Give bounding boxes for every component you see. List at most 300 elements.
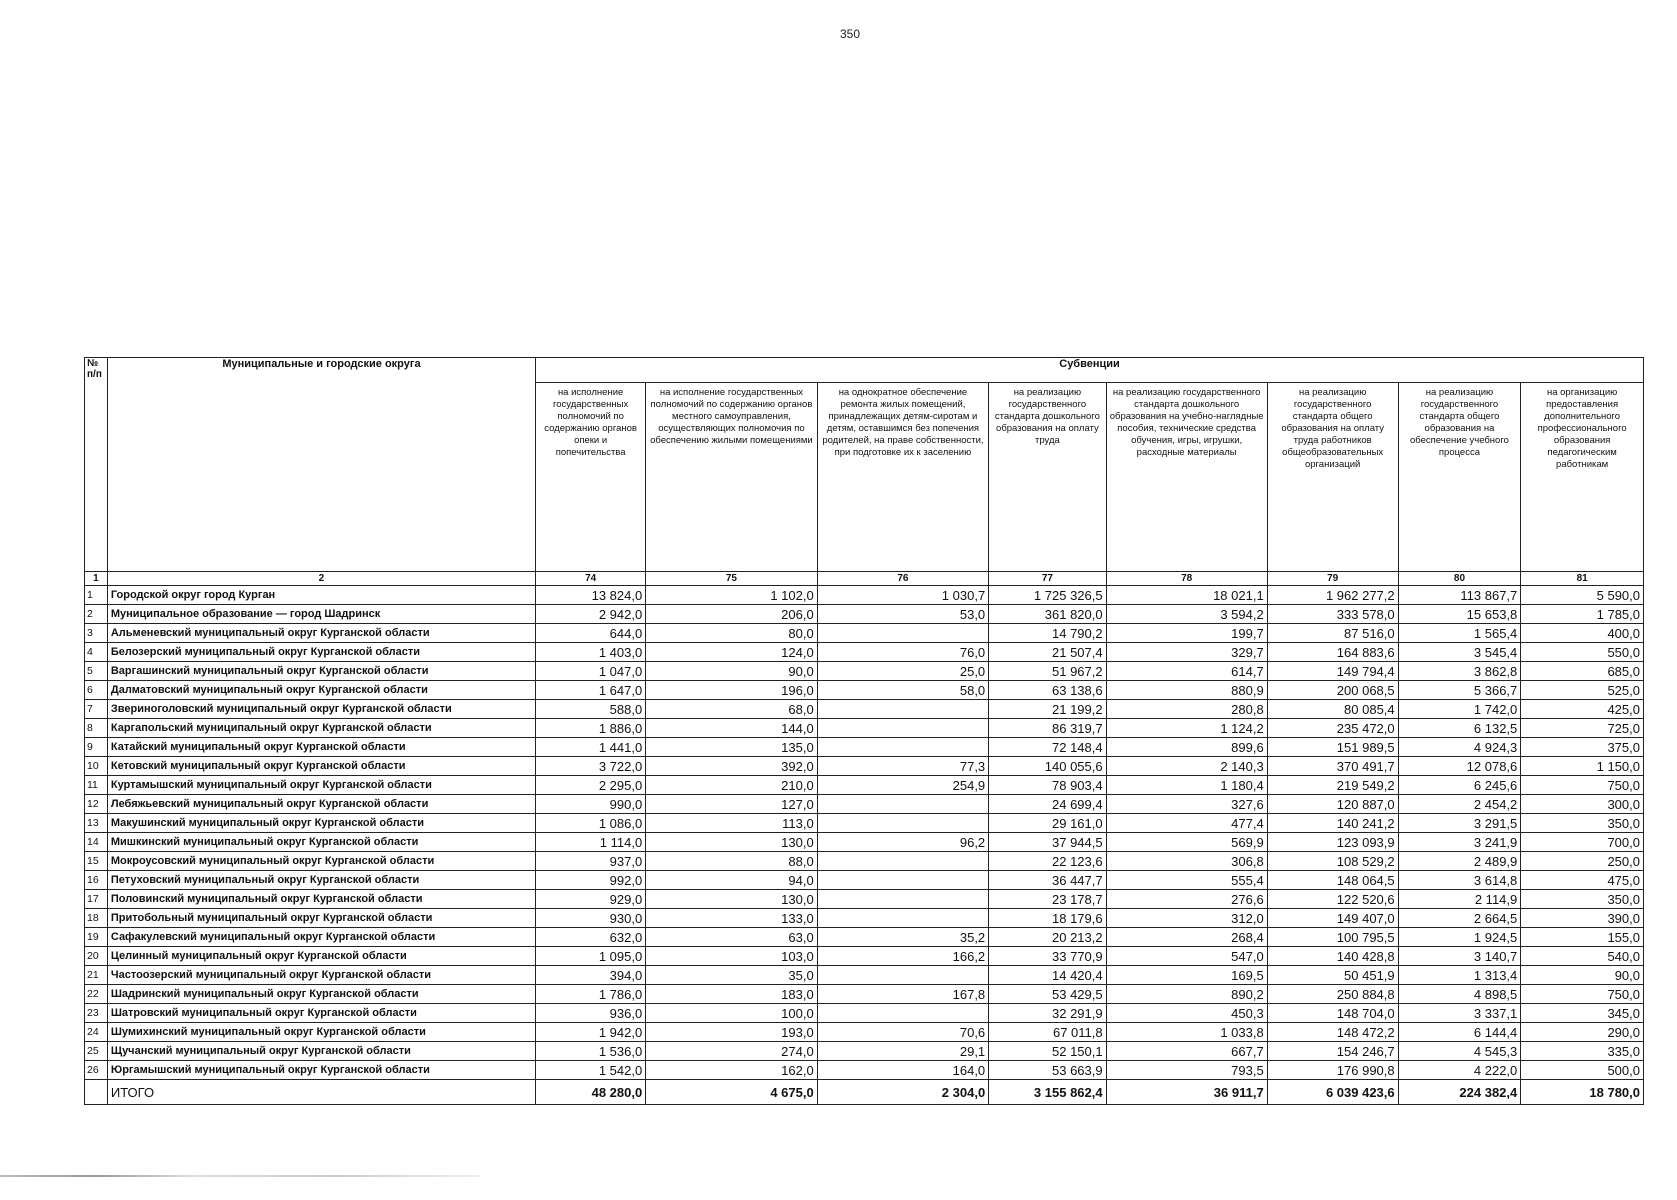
value-cell: 685,0 [1521,662,1644,681]
value-cell: 6 144,4 [1398,1023,1521,1042]
value-cell: 67 011,8 [989,1023,1106,1042]
value-cell: 929,0 [536,890,646,909]
value-cell: 23 178,7 [989,890,1106,909]
value-cell: 1 313,4 [1398,966,1521,985]
column-index: 2 [107,572,535,586]
value-cell: 254,9 [817,776,988,795]
municipality-name: Целинный муниципальный округ Курганской области [107,947,535,966]
value-cell: 29,1 [817,1042,988,1061]
value-cell [817,700,988,719]
value-cell: 113,0 [646,814,817,833]
value-cell: 130,0 [646,833,817,852]
value-cell: 144,0 [646,719,817,738]
value-cell: 5 366,7 [1398,681,1521,700]
value-cell: 390,0 [1521,909,1644,928]
total-value: 6 039 423,6 [1267,1080,1398,1105]
value-cell: 88,0 [646,852,817,871]
value-cell [817,966,988,985]
table-row [85,681,1644,700]
row-number: 3 [85,624,108,643]
municipality-name: Каргапольский муниципальный округ Курганской области [107,719,535,738]
value-cell: 87 516,0 [1267,624,1398,643]
column-index: 78 [1106,572,1267,586]
table-row [85,586,1644,605]
value-cell: 750,0 [1521,985,1644,1004]
table-row [85,1023,1644,1042]
municipality-name: Кетовский муниципальный округ Курганской области [107,757,535,776]
value-cell: 80 085,4 [1267,700,1398,719]
table-body [85,586,1644,1080]
value-cell: 2 942,0 [536,605,646,624]
value-cell: 70,6 [817,1023,988,1042]
row-number: 10 [85,757,108,776]
value-cell: 25,0 [817,662,988,681]
row-number: 7 [85,700,108,719]
value-cell: 22 123,6 [989,852,1106,871]
value-cell: 72 148,4 [989,738,1106,757]
row-number: 8 [85,719,108,738]
table-row [85,605,1644,624]
row-number: 15 [85,852,108,871]
value-cell: 1 924,5 [1398,928,1521,947]
value-cell: 525,0 [1521,681,1644,700]
value-cell: 2 295,0 [536,776,646,795]
row-number: 20 [85,947,108,966]
table-row [85,928,1644,947]
value-cell: 80,0 [646,624,817,643]
value-cell: 588,0 [536,700,646,719]
table-row [85,1061,1644,1080]
value-cell: 3 722,0 [536,757,646,776]
value-cell: 3 291,5 [1398,814,1521,833]
row-number: 14 [85,833,108,852]
value-cell: 667,7 [1106,1042,1267,1061]
value-cell: 477,4 [1106,814,1267,833]
column-index: 74 [536,572,646,586]
value-cell: 32 291,9 [989,1004,1106,1023]
value-cell: 2 140,3 [1106,757,1267,776]
value-cell: 53 663,9 [989,1061,1106,1080]
value-cell: 3 614,8 [1398,871,1521,890]
value-cell: 51 967,2 [989,662,1106,681]
row-number: 1 [85,586,108,605]
value-cell: 169,5 [1106,966,1267,985]
municipality-name: Варгашинский муниципальный округ Курганской области [107,662,535,681]
row-number: 2 [85,605,108,624]
municipality-name: Макушинский муниципальный округ Курганской области [107,814,535,833]
value-cell: 18 179,6 [989,909,1106,928]
column-index: 80 [1398,572,1521,586]
scan-artifact-line [0,1175,480,1177]
value-cell: 166,2 [817,947,988,966]
value-cell: 540,0 [1521,947,1644,966]
value-cell: 200 068,5 [1267,681,1398,700]
value-cell: 235 472,0 [1267,719,1398,738]
value-cell: 3 594,2 [1106,605,1267,624]
value-cell: 569,9 [1106,833,1267,852]
value-cell: 2 664,5 [1398,909,1521,928]
value-cell: 103,0 [646,947,817,966]
value-cell: 108 529,2 [1267,852,1398,871]
value-cell: 1 030,7 [817,586,988,605]
value-cell: 425,0 [1521,700,1644,719]
value-cell [817,814,988,833]
value-cell: 50 451,9 [1267,966,1398,985]
value-cell: 33 770,9 [989,947,1106,966]
total-value: 3 155 862,4 [989,1080,1106,1105]
value-cell: 361 820,0 [989,605,1106,624]
value-cell: 1 536,0 [536,1042,646,1061]
value-cell: 120 887,0 [1267,795,1398,814]
value-cell: 992,0 [536,871,646,890]
row-number: 6 [85,681,108,700]
table-row [85,890,1644,909]
value-cell: 555,4 [1106,871,1267,890]
value-cell: 899,6 [1106,738,1267,757]
value-cell [817,852,988,871]
total-value: 48 280,0 [536,1080,646,1105]
value-cell: 3 337,1 [1398,1004,1521,1023]
value-cell: 1 403,0 [536,643,646,662]
value-cell: 1 102,0 [646,586,817,605]
value-cell: 750,0 [1521,776,1644,795]
value-cell: 345,0 [1521,1004,1644,1023]
total-value: 4 675,0 [646,1080,817,1105]
value-cell: 100,0 [646,1004,817,1023]
row-number: 24 [85,1023,108,1042]
value-cell: 400,0 [1521,624,1644,643]
table-row [85,985,1644,1004]
value-cell: 148 064,5 [1267,871,1398,890]
row-number: 9 [85,738,108,757]
table-header [85,358,1644,586]
value-cell: 700,0 [1521,833,1644,852]
value-cell: 219 549,2 [1267,776,1398,795]
table-row [85,662,1644,681]
column-index: 79 [1267,572,1398,586]
row-number: 11 [85,776,108,795]
value-cell: 1 095,0 [536,947,646,966]
value-cell: 18 021,1 [1106,586,1267,605]
municipality-name: Половинский муниципальный округ Курганской области [107,890,535,909]
municipality-name: Шадринский муниципальный округ Курганской области [107,985,535,1004]
header-col-78: на реализацию государственного стандарта дошкольного образования на учебно-наглядные пособия, технические средства обучения, игры, игрушки, расходные материалы [1106,383,1267,572]
value-cell: 14 790,2 [989,624,1106,643]
value-cell: 1 441,0 [536,738,646,757]
municipality-name: Шумихинский муниципальный округ Курганской области [107,1023,535,1042]
value-cell: 167,8 [817,985,988,1004]
municipality-name: Лебяжьевский муниципальный округ Курганской области [107,795,535,814]
value-cell: 5 590,0 [1521,586,1644,605]
header-col-75: на исполнение государственных полномочий по содержанию органов местного самоуправления, осуществляющих полномочия по обеспечению жилыми помещениями [646,383,817,572]
value-cell: 196,0 [646,681,817,700]
value-cell: 1 886,0 [536,719,646,738]
value-cell: 268,4 [1106,928,1267,947]
row-number: 25 [85,1042,108,1061]
table-row [85,700,1644,719]
total-value: 18 780,0 [1521,1080,1644,1105]
municipality-name: Мокроусовский муниципальный округ Курганской области [107,852,535,871]
table-row [85,624,1644,643]
municipality-name: Щучанский муниципальный округ Курганской области [107,1042,535,1061]
value-cell: 155,0 [1521,928,1644,947]
value-cell: 327,6 [1106,795,1267,814]
value-cell [817,1004,988,1023]
value-cell: 312,0 [1106,909,1267,928]
value-cell: 122 520,6 [1267,890,1398,909]
value-cell: 2 454,2 [1398,795,1521,814]
municipality-name: Куртамышский муниципальный округ Курганской области [107,776,535,795]
value-cell: 76,0 [817,643,988,662]
value-cell: 37 944,5 [989,833,1106,852]
value-cell: 53 429,5 [989,985,1106,1004]
value-cell: 1 962 277,2 [1267,586,1398,605]
header-municipality: Муниципальные и городские округа [107,358,535,572]
municipality-name: Звериноголовский муниципальный округ Курганской области [107,700,535,719]
value-cell: 4 545,3 [1398,1042,1521,1061]
value-cell: 375,0 [1521,738,1644,757]
municipality-name: Петуховский муниципальный округ Курганской области [107,871,535,890]
table-row [85,814,1644,833]
value-cell: 176 990,8 [1267,1061,1398,1080]
value-cell: 210,0 [646,776,817,795]
value-cell: 350,0 [1521,814,1644,833]
table-row [85,776,1644,795]
table-row [85,719,1644,738]
row-number: 16 [85,871,108,890]
value-cell: 614,7 [1106,662,1267,681]
value-cell: 632,0 [536,928,646,947]
value-cell: 35,2 [817,928,988,947]
value-cell: 1 086,0 [536,814,646,833]
value-cell: 392,0 [646,757,817,776]
value-cell: 6 245,6 [1398,776,1521,795]
value-cell: 4 898,5 [1398,985,1521,1004]
column-index: 81 [1521,572,1644,586]
value-cell: 14 420,4 [989,966,1106,985]
value-cell: 6 132,5 [1398,719,1521,738]
value-cell: 1 180,4 [1106,776,1267,795]
value-cell [817,871,988,890]
value-cell: 1 647,0 [536,681,646,700]
value-cell: 329,7 [1106,643,1267,662]
value-cell: 183,0 [646,985,817,1004]
value-cell: 3 545,4 [1398,643,1521,662]
value-cell: 335,0 [1521,1042,1644,1061]
total-value: 36 911,7 [1106,1080,1267,1105]
value-cell: 135,0 [646,738,817,757]
column-index: 76 [817,572,988,586]
row-number: 23 [85,1004,108,1023]
total-value: 224 382,4 [1398,1080,1521,1105]
table-footer [85,1080,1644,1105]
row-number: 12 [85,795,108,814]
municipality-name: Далматовский муниципальный округ Курганской области [107,681,535,700]
municipality-name: Притобольный муниципальный округ Курганской области [107,909,535,928]
value-cell: 990,0 [536,795,646,814]
total-row [85,1080,1644,1105]
value-cell: 15 653,8 [1398,605,1521,624]
value-cell: 90,0 [646,662,817,681]
municipality-name: Катайский муниципальный округ Курганской области [107,738,535,757]
value-cell: 94,0 [646,871,817,890]
municipality-name: Шатровский муниципальный округ Курганской области [107,1004,535,1023]
value-cell: 3 241,9 [1398,833,1521,852]
header-col-76: на однократное обеспечение ремонта жилых помещений, принадлежащих детям-сиротам и детям, оставшимся без попечения родителей, на праве собственности, при подготовке их к заселению [817,383,988,572]
value-cell: 113 867,7 [1398,586,1521,605]
value-cell: 130,0 [646,890,817,909]
value-cell: 12 078,6 [1398,757,1521,776]
value-cell: 148 704,0 [1267,1004,1398,1023]
value-cell: 63 138,6 [989,681,1106,700]
value-cell: 725,0 [1521,719,1644,738]
column-index: 1 [85,572,108,586]
municipality-name: Юргамышский муниципальный округ Курганской области [107,1061,535,1080]
value-cell: 140 055,6 [989,757,1106,776]
value-cell: 63,0 [646,928,817,947]
column-index: 77 [989,572,1106,586]
value-cell: 148 472,2 [1267,1023,1398,1042]
column-index: 75 [646,572,817,586]
subventions-table-container [84,357,1644,1105]
value-cell: 450,3 [1106,1004,1267,1023]
value-cell: 149 794,4 [1267,662,1398,681]
municipality-name: Альменевский муниципальный округ Курганской области [107,624,535,643]
header-col-77: на реализацию государственного стандарта дошкольного образования на оплату труда [989,383,1106,572]
row-number: 13 [85,814,108,833]
row-number: 4 [85,643,108,662]
column-index-row [85,572,1644,586]
municipality-name: Городской округ город Курган [107,586,535,605]
value-cell: 644,0 [536,624,646,643]
value-cell: 1 942,0 [536,1023,646,1042]
value-cell: 2 114,9 [1398,890,1521,909]
value-cell: 4 222,0 [1398,1061,1521,1080]
value-cell: 280,8 [1106,700,1267,719]
table-row [85,871,1644,890]
row-number: 17 [85,890,108,909]
value-cell: 1 047,0 [536,662,646,681]
value-cell: 2 489,9 [1398,852,1521,871]
value-cell: 4 924,3 [1398,738,1521,757]
value-cell: 164,0 [817,1061,988,1080]
value-cell: 1 033,8 [1106,1023,1267,1042]
value-cell: 100 795,5 [1267,928,1398,947]
value-cell: 3 862,8 [1398,662,1521,681]
value-cell: 77,3 [817,757,988,776]
value-cell: 140 428,8 [1267,947,1398,966]
table-row [85,757,1644,776]
value-cell: 936,0 [536,1004,646,1023]
value-cell: 1 542,0 [536,1061,646,1080]
header-col-81: на организацию предоставления дополнительного профессионального образования педагогическим работникам [1521,383,1644,572]
value-cell [817,890,988,909]
value-cell: 274,0 [646,1042,817,1061]
value-cell: 1 124,2 [1106,719,1267,738]
value-cell: 90,0 [1521,966,1644,985]
value-cell: 21 507,4 [989,643,1106,662]
header-col-79: на реализацию государственного стандарта общего образования на оплату труда работников общеобразовательных организаций [1267,383,1398,572]
value-cell [817,738,988,757]
row-number: 18 [85,909,108,928]
municipality-name: Белозерский муниципальный округ Курганской области [107,643,535,662]
value-cell: 21 199,2 [989,700,1106,719]
value-cell: 550,0 [1521,643,1644,662]
value-cell: 793,5 [1106,1061,1267,1080]
value-cell: 1 786,0 [536,985,646,1004]
value-cell: 300,0 [1521,795,1644,814]
value-cell: 1 150,0 [1521,757,1644,776]
value-cell: 29 161,0 [989,814,1106,833]
value-cell: 154 246,7 [1267,1042,1398,1061]
page-number: 350 [839,27,861,41]
value-cell: 78 903,4 [989,776,1106,795]
value-cell: 290,0 [1521,1023,1644,1042]
table-row [85,909,1644,928]
value-cell: 86 319,7 [989,719,1106,738]
value-cell: 880,9 [1106,681,1267,700]
table-row [85,738,1644,757]
value-cell: 58,0 [817,681,988,700]
municipality-name: Мишкинский муниципальный округ Курганской области [107,833,535,852]
value-cell: 53,0 [817,605,988,624]
value-cell: 68,0 [646,700,817,719]
header-col-74: на исполнение государственных полномочий по содержанию органов опеки и попечительства [536,383,646,572]
table-row [85,643,1644,662]
row-number: 22 [85,985,108,1004]
table-row [85,966,1644,985]
municipality-name: Муниципальное образование — город Шадринск [107,605,535,624]
value-cell: 13 824,0 [536,586,646,605]
value-cell: 20 213,2 [989,928,1106,947]
row-number: 5 [85,662,108,681]
value-cell: 1 785,0 [1521,605,1644,624]
table-row [85,852,1644,871]
value-cell [817,909,988,928]
table-row [85,947,1644,966]
value-cell: 36 447,7 [989,871,1106,890]
municipality-name: Сафакулевский муниципальный округ Курганской области [107,928,535,947]
table-row [85,833,1644,852]
value-cell: 276,6 [1106,890,1267,909]
value-cell: 475,0 [1521,871,1644,890]
value-cell: 1 565,4 [1398,624,1521,643]
value-cell: 164 883,6 [1267,643,1398,662]
value-cell: 937,0 [536,852,646,871]
municipality-name: Частоозерский муниципальный округ Курганской области [107,966,535,985]
value-cell [817,624,988,643]
value-cell: 199,7 [1106,624,1267,643]
header-row-number: № п/п [85,358,108,572]
value-cell: 1 725 326,5 [989,586,1106,605]
row-number: 21 [85,966,108,985]
value-cell: 1 114,0 [536,833,646,852]
header-col-80: на реализацию государственного стандарта общего образования на обеспечение учебного процесса [1398,383,1521,572]
value-cell: 133,0 [646,909,817,928]
value-cell: 127,0 [646,795,817,814]
value-cell: 3 140,7 [1398,947,1521,966]
value-cell: 547,0 [1106,947,1267,966]
value-cell: 1 742,0 [1398,700,1521,719]
total-value: 2 304,0 [817,1080,988,1105]
value-cell: 151 989,5 [1267,738,1398,757]
total-label: ИТОГО [107,1080,535,1105]
row-number: 19 [85,928,108,947]
value-cell: 500,0 [1521,1061,1644,1080]
value-cell: 124,0 [646,643,817,662]
value-cell: 140 241,2 [1267,814,1398,833]
value-cell: 35,0 [646,966,817,985]
